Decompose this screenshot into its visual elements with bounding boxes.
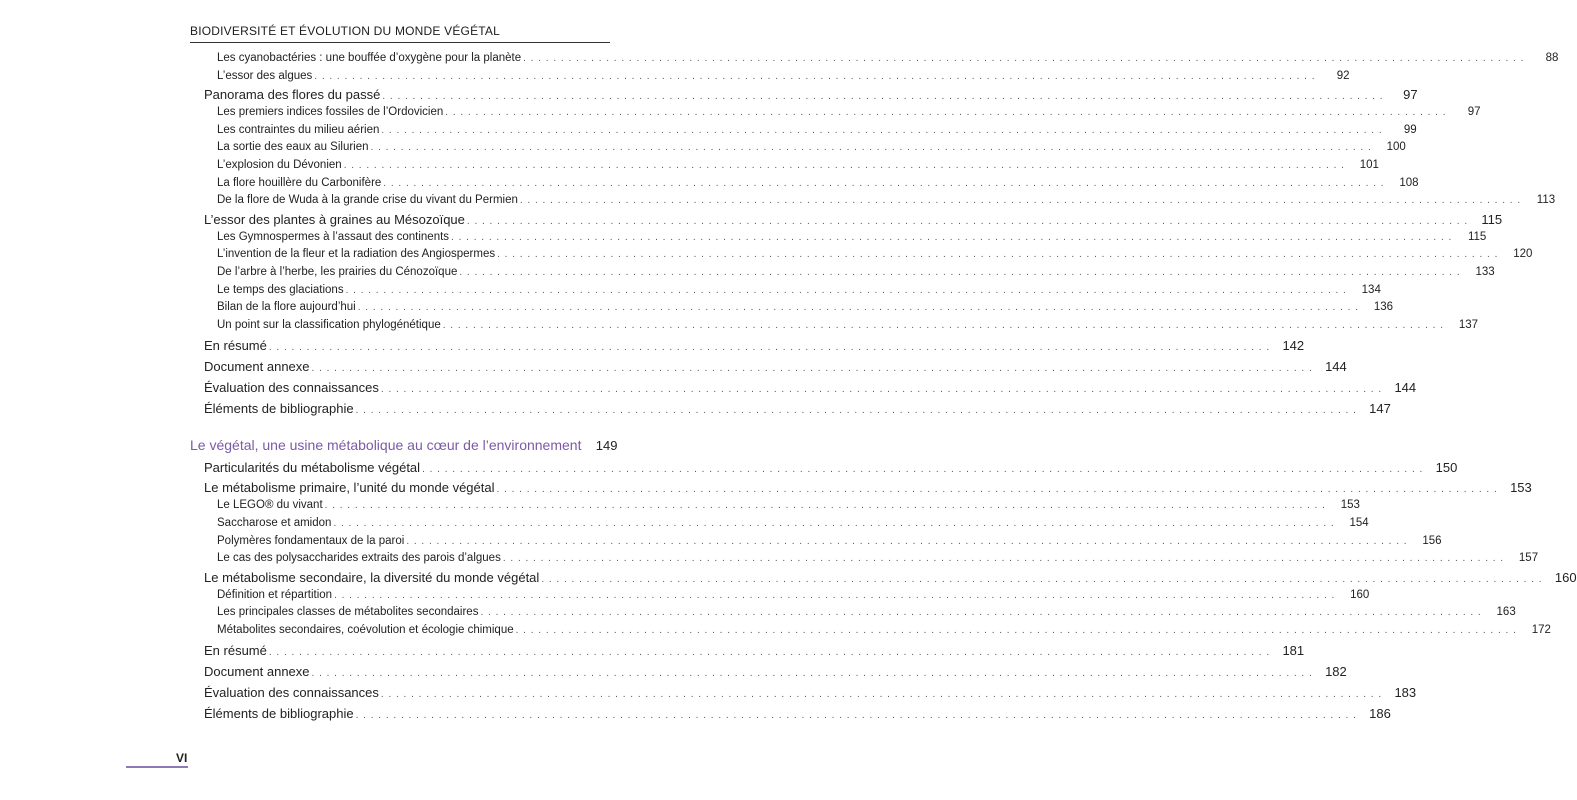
toc-section: [190, 356, 1347, 377]
dot-leader: [451, 229, 1452, 247]
dot-leader: [269, 337, 1270, 358]
folio-rule: [126, 766, 188, 768]
toc-page-number: 134: [1361, 283, 1381, 296]
dot-leader: [516, 622, 1517, 640]
toc-section: [190, 640, 1305, 661]
toc-page-number: 142: [1282, 338, 1305, 354]
toc-page-number: 115: [1481, 211, 1503, 227]
toc-entry-title: De la flore de Wuda à la grande crise du vivant du Permien: [217, 192, 520, 210]
toc-subsection: [190, 587, 1370, 605]
toc-subsection: [190, 299, 1393, 317]
header-rule: [190, 42, 610, 43]
dot-leader: [381, 684, 1382, 705]
toc-page-number: 163: [1496, 606, 1516, 619]
toc-page-number: 137: [1458, 318, 1479, 331]
toc-entry-title: Un point sur la classification phylogénétique: [217, 317, 443, 335]
dot-leader: [334, 587, 1335, 605]
toc-entry-title: Document annexe: [204, 661, 312, 682]
toc-page-number: 186: [1369, 706, 1391, 722]
toc-page-number: 150: [1435, 460, 1458, 476]
dot-leader: [356, 705, 1357, 726]
toc-entry-title: Évaluation des connaissances: [204, 682, 381, 703]
toc-section: [190, 377, 1417, 398]
toc-page-number: 88: [1545, 52, 1559, 64]
toc-entry-title: En résumé: [204, 640, 269, 661]
toc-page-number: 153: [1510, 480, 1532, 496]
toc-entry-title: Éléments de bibliographie: [204, 398, 356, 419]
dot-leader: [520, 192, 1521, 210]
page-folio: VI: [176, 751, 188, 765]
toc-subsection: [190, 246, 1533, 264]
toc-entry-title: Métabolites secondaires, coévolution et écologie chimique: [217, 622, 516, 640]
dot-leader: [371, 139, 1372, 157]
toc-entry-title: Le LEGO® du vivant: [217, 497, 325, 515]
toc-section: [190, 661, 1347, 682]
toc-entry-title: Bilan de la flore aujourd’hui: [217, 299, 358, 317]
toc-entry-title: Les cyanobactéries : une bouffée d’oxygène pour la planète: [217, 50, 523, 68]
dot-leader: [269, 642, 1270, 663]
toc-entry-title: L’essor des algues: [217, 68, 314, 86]
dot-leader: [333, 515, 1334, 533]
toc-entry-title: Les Gymnospermes à l’assaut des continents: [217, 229, 451, 247]
toc-subsection: [190, 122, 1417, 140]
dot-leader: [406, 533, 1407, 551]
toc-entry-title: De l’arbre à l’herbe, les prairies du Cénozoïque: [217, 264, 459, 282]
dot-leader: [497, 246, 1498, 264]
toc-subsection: [190, 50, 1559, 68]
toc-entry-title: Le cas des polysaccharides extraits des parois d’algues: [217, 550, 503, 568]
toc-entry-title: Évaluation des connaissances: [204, 377, 381, 398]
dot-leader: [422, 459, 1423, 480]
toc-page-number: 172: [1531, 623, 1551, 636]
toc-section: [190, 86, 1418, 104]
toc-page-number: 160: [1554, 569, 1577, 585]
toc-page-number: 113: [1536, 194, 1556, 207]
toc-subsection: [190, 317, 1479, 335]
toc-entry-title: L’explosion du Dévonien: [217, 157, 344, 175]
toc-page-number: 136: [1373, 301, 1393, 314]
toc-entry-title: En résumé: [204, 335, 269, 356]
dot-leader: [383, 175, 1384, 193]
toc-page-number: 108: [1399, 176, 1419, 189]
toc-subsection: [190, 282, 1381, 300]
dot-leader: [325, 497, 1326, 515]
dot-leader: [312, 663, 1313, 684]
toc-entry-title: Particularités du métabolisme végétal: [204, 457, 422, 478]
toc-page-number: 147: [1369, 401, 1391, 417]
toc-page-number: 115: [1467, 230, 1487, 243]
dot-leader: [445, 104, 1446, 122]
toc-page-number: 182: [1325, 664, 1347, 680]
toc-entry-title: Les premiers indices fossiles de l’Ordovicien: [217, 104, 445, 122]
toc-page-number: 183: [1394, 685, 1417, 701]
toc-page-number: 156: [1422, 534, 1442, 547]
dot-leader: [443, 317, 1444, 335]
toc-subsection: [190, 157, 1379, 175]
toc-section: [190, 335, 1305, 356]
toc-section: [190, 682, 1417, 703]
toc-entry-title: L’invention de la fleur et la radiation des Angiospermes: [217, 246, 497, 264]
running-header: BIODIVERSITÉ ET ÉVOLUTION DU MONDE VÉGÉTAL: [190, 24, 501, 38]
toc-section: [190, 569, 1577, 587]
toc-page-number: 133: [1475, 265, 1495, 278]
toc-page-number: 149: [595, 438, 618, 454]
toc-subsection: [190, 622, 1551, 640]
toc-entry-title: Le métabolisme secondaire, la diversité du monde végétal: [204, 569, 540, 585]
toc-entry-title: Saccharose et amidon: [217, 515, 333, 533]
toc-page-number: 92: [1336, 69, 1350, 82]
toc-section: [190, 703, 1391, 724]
toc-subsection: [190, 175, 1419, 193]
toc-page-number: 99: [1403, 123, 1417, 136]
toc-page-number: 181: [1282, 643, 1305, 659]
toc-page-number: 144: [1325, 359, 1347, 375]
toc-page-number: 157: [1518, 552, 1539, 565]
toc-subsection: [190, 104, 1481, 122]
toc-page-number: 153: [1340, 499, 1360, 512]
toc-subsection: [190, 68, 1350, 86]
toc-entry-title: Document annexe: [204, 356, 312, 377]
toc-section: [190, 398, 1391, 419]
dot-leader: [358, 299, 1359, 317]
dot-leader: [381, 122, 1382, 140]
toc-entry-title: Les principales classes de métabolites secondaires: [217, 604, 480, 622]
toc-subsection: [190, 229, 1487, 247]
dot-leader: [381, 379, 1382, 400]
toc-subsection: [190, 515, 1369, 533]
toc-entry-title: L’essor des plantes à graines au Mésozoïque: [204, 211, 465, 227]
toc-subsection: [190, 604, 1516, 622]
toc-entry-title: La sortie des eaux au Silurien: [217, 139, 371, 157]
toc-page-number: 144: [1394, 380, 1417, 396]
dot-leader: [503, 550, 1504, 568]
toc-entry-title: Éléments de bibliographie: [204, 703, 356, 724]
dot-leader: [480, 604, 1481, 622]
toc-entry-title: Le métabolisme primaire, l’unité du monde végétal: [204, 480, 495, 496]
table-of-contents: [190, 50, 1577, 724]
toc-subsection: [190, 264, 1495, 282]
toc-subsection: [190, 533, 1442, 551]
toc-entry-title: La flore houillère du Carbonifère: [217, 175, 383, 193]
toc-subsection: [190, 497, 1360, 515]
toc-page-number: 154: [1349, 516, 1369, 529]
dot-leader: [459, 264, 1460, 282]
toc-entry-title: Panorama des flores du passé: [204, 87, 381, 103]
dot-leader: [346, 282, 1347, 300]
toc-page-number: 100: [1386, 141, 1406, 154]
toc-subsection: [190, 139, 1406, 157]
dot-leader: [356, 400, 1357, 421]
dot-leader: [523, 50, 1524, 68]
toc-entry-title: Le végétal, une usine métabolique au cœur de l’environnement: [190, 433, 583, 457]
toc-section: [190, 457, 1458, 478]
toc-section: [190, 211, 1503, 229]
toc-page-number: 120: [1513, 248, 1533, 261]
toc-chapter: [190, 433, 618, 457]
toc-entry-title: Définition et répartition: [217, 587, 334, 605]
toc-entry-title: Polymères fondamentaux de la paroi: [217, 533, 406, 551]
toc-page-number: 97: [1467, 106, 1481, 119]
toc-entry-title: Le temps des glaciations: [217, 282, 346, 300]
dot-leader: [312, 358, 1313, 379]
toc-section: [190, 479, 1532, 497]
toc-page-number: 97: [1403, 87, 1418, 103]
toc-page-number: 101: [1359, 158, 1379, 171]
dot-leader: [344, 157, 1345, 175]
toc-page-number: 160: [1350, 588, 1370, 601]
dot-leader: [314, 68, 1315, 86]
toc-subsection: [190, 192, 1556, 210]
toc-subsection: [190, 550, 1539, 568]
toc-entry-title: Les contraintes du milieu aérien: [217, 122, 381, 140]
